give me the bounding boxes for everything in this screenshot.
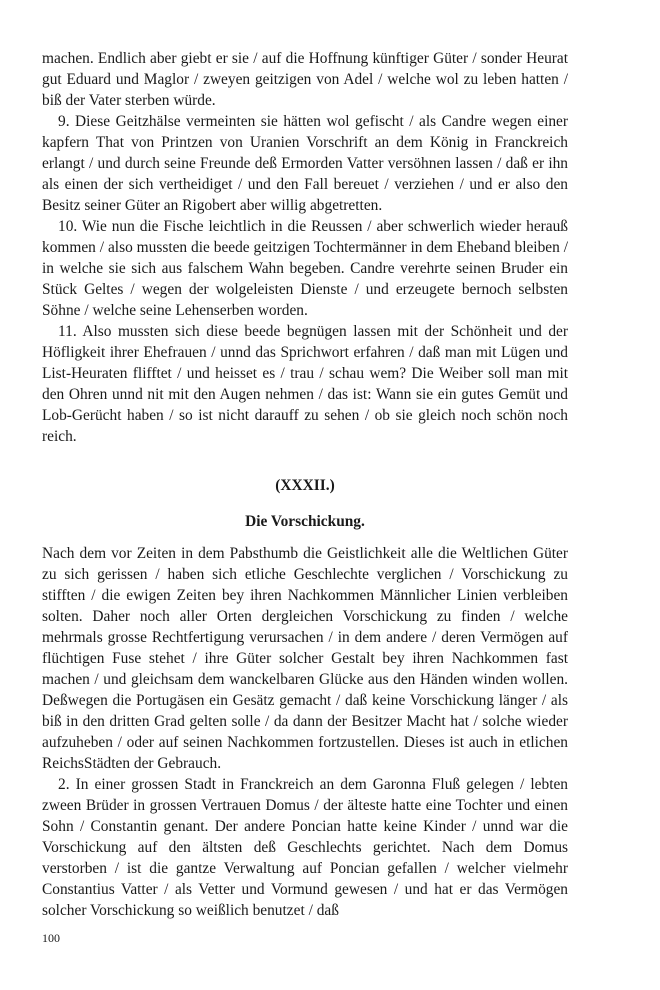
paragraph-continuation: machen. Endlich aber giebt er sie / auf die Hoffnung künftiger Güter / sonder Heurat gut Eduard und Maglor / zweyen geitzigen von Adel / welche wol zu leben hatten / biß der Vater sterben würde. [42,50,568,109]
section-number: (XXXII.) [275,477,335,494]
paragraph-10: 10. Wie nun die Fische leichtlich in die Reussen / aber schwerlich wieder herauß kommen / also mussten die beede geitzigen Tochtermänner in dem Eheband bleiben / in welche sie sich aus falschem Wahn begeben. Candre verehrte seinen Bruder ein Stück Geltes / wegen der wolgeleisten Dienste / und erzeugete bernoch selbsten Söhne / welche seine Lehenserben worden. [42,218,568,319]
page-number: 100 [42,931,60,945]
page-body [42,48,568,921]
paragraph-9: 9. Diese Geitzhälse vermeinten sie hätten wol gefischt / als Candre wegen einer kapfern That von Printzen von Uranien Vorschrift an dem König in Franckreich erlangt / und durch seine Freunde deß Ermorden Vatter versöhnen lassen / daß er ihn als einen der sich vertheidiget / und den Fall bereuet / verziehen / und er also den Besitz seiner Güter an Rigobert aber willig abgetretten. [42,113,568,214]
paragraph-11: 11. Also mussten sich diese beede begnügen lassen mit der Schönheit und der Höfligkeit ihrer Ehefrauen / unnd das Sprichwort erfahren / daß man mit Lügen und List-Heuraten flifftet / und heisset es / trau / schau wem? Die Weiber soll man mit den Ohren unnd nit mit den Augen nehmen / das ist: Wann sie ein gutes Gemüt und Lob-Gerücht haben / so ist nicht darauff zu sehen / ob sie gleich noch schön noch reich. [42,323,568,445]
section-title: Die Vorschickung. [245,513,365,530]
paragraph-2: 2. In einer grossen Stadt in Franckreich an dem Garonna Fluß gelegen / lebten zween Brüder in grossen Vertrauen Domus / der älteste hatte eine Tochter und einen Sohn / Constantin genant. Der andere Poncian hatte keine Kinder / unnd war die Vorschickung auf den ältsten deß Geschlechts gerichtet. Nach dem Domus verstorben / ist die gantze Verwaltung auf Poncian gefallen / welcher vielmehr Constantius Vatter / als Vetter und Vormund gewesen / und hat er das Vermögen solcher Vorschickung so weißlich benutzet / daß [42,776,568,919]
paragraph-1: Nach dem vor Zeiten in dem Pabsthumb die Geistlichkeit alle die Weltlichen Güter zu sich gerissen / haben sich etliche Geschlechte verglichen / Vorschickung zu stifften / die ewigen Zeiten bey ihren Nachkommen Männlicher Linien verbleiben solten. Daher noch aller Orten dergleichen Vorschickung zu finden / welche mehrmals grosse Rechtfertigung verursachen / in dem andere / deren Vermögen auf flüchtigen Fuse stehet / ihre Güter solcher Gestalt bey ihren Nachkommen fast machen / und gleichsam dem wanckelbaren Glücke aus den Händen winden wollen. Deßwegen die Portugäsen ein Gesätz gemacht / daß keine Vorschickung länger / als biß in den dritten Grad gelten solle / da dann der Besitzer Macht hat / solche wieder aufzuheben / oder auf seinen Nachkommen fortzustellen. Dieses ist auch in etlichen ReichsStädten der Gebrauch. [42,545,568,772]
